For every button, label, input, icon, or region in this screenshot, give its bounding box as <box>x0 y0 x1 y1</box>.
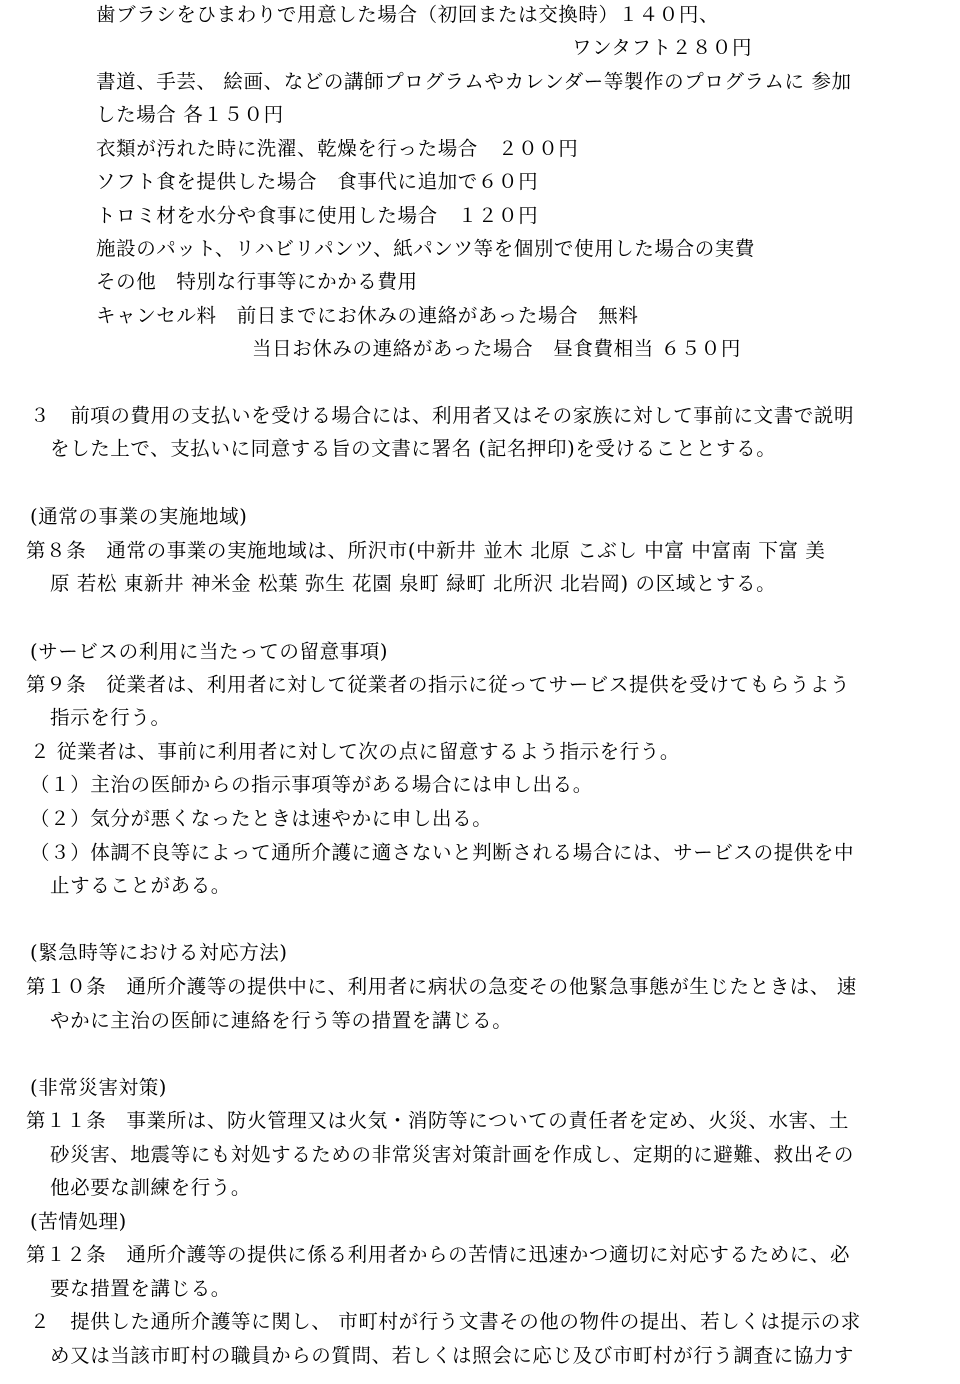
article7-para3-line2: をした上で、支払いに同意する旨の文書に署名 (記名押印)を受けることとする。 <box>50 437 777 460</box>
article9-para2: ２ 従業者は、事前に利用者に対して次の点に留意するよう指示を行う。 <box>30 740 680 763</box>
article7-para3-line1: ３ 前項の費用の支払いを受ける場合には、利用者又はその家族に対して事前に文書で説明 <box>30 404 855 427</box>
article12-para2-line2: め又は当該市町村の職員からの質問、若しくは照会に応じ及び市町村が行う調査に協力す <box>50 1344 855 1367</box>
fee-other: その他 特別な行事等にかかる費用 <box>96 270 418 293</box>
article10-line2: やかに主治の医師に連絡を行う等の措置を講じる。 <box>50 1009 513 1032</box>
article10-heading: (緊急時等における対応方法) <box>30 941 288 964</box>
fee-toothbrush: 歯ブラシをひまわりで用意した場合（初回または交換時）１４０円、 <box>96 3 720 26</box>
fee-pads: 施設のパット、リハビリパンツ、紙パンツ等を個別で使用した場合の実費 <box>96 237 756 260</box>
article9-line1: 第９条 従業者は、利用者に対して従業者の指示に従ってサービス提供を受けてもらうよう <box>26 673 851 696</box>
fee-program-line2: した場合 各１５０円 <box>96 103 284 126</box>
fee-cancel-line2: 当日お休みの連絡があった場合 昼食費相当 ６５０円 <box>252 337 742 360</box>
article11-line3: 他必要な訓練を行う。 <box>50 1176 252 1199</box>
article11-line1: 第１１条 事業所は、防火管理又は火気・消防等についての責任者を定め、火災、水害、土 <box>26 1109 849 1132</box>
article9-item2: （２）気分が悪くなったときは速やかに申し出る。 <box>30 807 493 830</box>
fee-thickener: トロミ材を水分や食事に使用した場合 １２０円 <box>96 204 539 227</box>
fee-program-line1: 書道、手芸、 絵画、などの講師プログラムやカレンダー等製作のプログラムに 参加 <box>96 70 852 93</box>
article12-line1: 第１２条 通所介護等の提供に係る利用者からの苦情に迅速かつ適切に対応するために、必 <box>26 1243 851 1266</box>
article8-heading: (通常の事業の実施地域) <box>30 505 248 528</box>
article9-item3-line1: （３）体調不良等によって通所介護に適さないと判断される場合には、サービスの提供を中 <box>30 841 855 864</box>
fee-soft-food: ソフト食を提供した場合 食事代に追加で６０円 <box>96 170 539 193</box>
article9-item3-line2: 止することがある。 <box>50 874 231 897</box>
article8-line2: 原 若松 東新井 神米金 松葉 弥生 花園 泉町 緑町 北所沢 北岩岡) の区域とする。 <box>50 572 777 595</box>
article12-para2-line1: ２ 提供した通所介護等に関し、 市町村が行う文書その他の物件の提出、若しくは提示の求 <box>30 1310 861 1333</box>
article11-line2: 砂災害、地震等にも対処するための非常災害対策計画を作成し、定期的に避難、救出その <box>50 1143 855 1166</box>
article12-heading: (苦情処理) <box>30 1210 127 1233</box>
article12-line2: 要な措置を講じる。 <box>50 1277 231 1300</box>
article9-item1: （１）主治の医師からの指示事項等がある場合には申し出る。 <box>30 773 593 796</box>
article9-line2: 指示を行う。 <box>50 706 171 729</box>
fee-laundry: 衣類が汚れた時に洗濯、乾燥を行った場合 ２００円 <box>96 137 579 160</box>
fee-toothbrush-cont: ワンタフト２８０円 <box>572 36 753 59</box>
article10-line1: 第１０条 通所介護等の提供中に、利用者に病状の急変その他緊急事態が生じたときは、 速 <box>26 975 857 998</box>
article11-heading: (非常災害対策) <box>30 1076 168 1099</box>
article9-heading: (サービスの利用に当たっての留意事項) <box>30 640 389 663</box>
article8-line1: 第８条 通常の事業の実施地域は、所沢市(中新井 並木 北原 こぶし 中富 中富南 下富 美 <box>26 539 826 562</box>
fee-cancel-line1: キャンセル料 前日までにお休みの連絡があった場合 無料 <box>96 304 639 327</box>
